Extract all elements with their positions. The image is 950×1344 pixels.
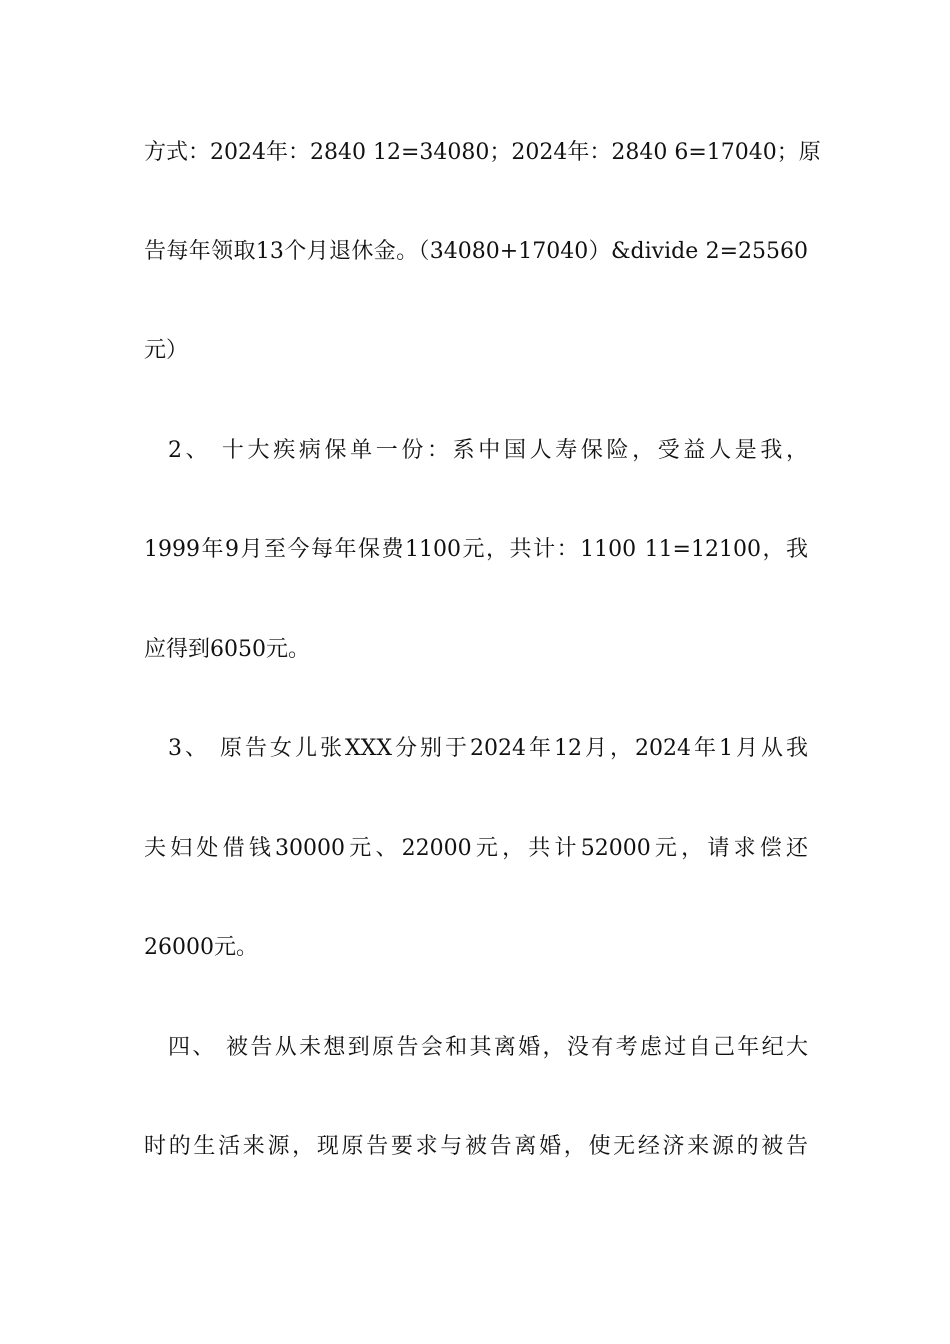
text-line: 26000元。 bbox=[144, 935, 258, 960]
text-line: 3、 原告女儿张XXX分别于2024年12月，2024年1月从我 bbox=[168, 736, 808, 761]
text-line: 2、 十大疾病保单一份：系中国人寿保险，受益人是我， bbox=[168, 438, 808, 463]
text-line: 夫妇处借钱30000元、22000元，共计52000元，请求偿还 bbox=[144, 836, 808, 861]
text-line: 1999年9月至今每年保费1100元，共计：1100 11=12100，我 bbox=[144, 537, 808, 562]
text-line: 时的生活来源，现原告要求与被告离婚，使无经济来源的被告 bbox=[144, 1134, 808, 1159]
text-line: 元） bbox=[144, 338, 189, 363]
text-line: 方式：2024年：2840 12=34080；2024年：2840 6=17040；原 bbox=[144, 140, 821, 165]
text-line: 告每年领取13个月退休金。（34080+17040）&divide 2=25560 bbox=[144, 239, 808, 264]
text-line: 四、 被告从未想到原告会和其离婚，没有考虑过自己年纪大 bbox=[168, 1035, 808, 1060]
text-line: 应得到6050元。 bbox=[144, 637, 310, 662]
